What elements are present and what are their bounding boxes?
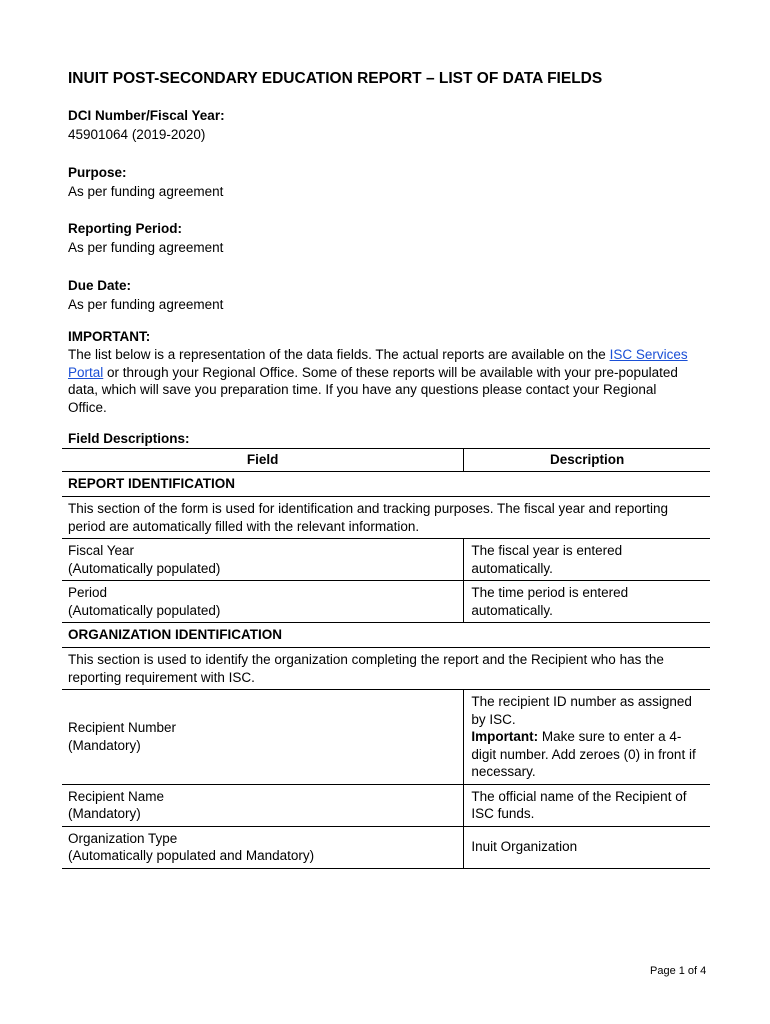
field-cell xyxy=(62,539,464,581)
table-row xyxy=(62,784,710,826)
description-cell: Inuit Organization xyxy=(464,826,710,868)
field-cell xyxy=(62,581,464,623)
important-block xyxy=(68,327,708,416)
section-title-row xyxy=(62,623,710,648)
description-cell: The time period is entered automatically. xyxy=(464,581,710,623)
header-field: Field xyxy=(62,449,464,472)
description-cell: The fiscal year is entered automatically. xyxy=(464,539,710,581)
description-important xyxy=(471,728,704,781)
isc-services-portal-link[interactable]: ISC Services Portal xyxy=(68,347,688,380)
field-name: Organization Type xyxy=(68,830,178,846)
due-date-label: Due Date: xyxy=(68,278,132,293)
due-date-value: As per funding agreement xyxy=(68,297,224,312)
field-cell xyxy=(62,826,464,868)
field-note: (Automatically populated) xyxy=(68,560,221,576)
section-title-row xyxy=(62,472,710,497)
important-bold-label: Important: xyxy=(471,729,539,744)
reporting-period-label: Reporting Period: xyxy=(68,221,182,236)
description-cell: The official name of the Recipient of ISC funds. xyxy=(464,784,710,826)
table-row xyxy=(62,581,710,623)
purpose-block xyxy=(68,163,708,201)
header-description: Description xyxy=(464,449,710,472)
dci-value: 45901064 (2019-2020) xyxy=(68,127,206,142)
description-cell xyxy=(464,690,710,785)
field-note: (Mandatory) xyxy=(68,737,141,753)
dci-block xyxy=(68,106,708,144)
table-row xyxy=(62,539,710,581)
table-header-row xyxy=(62,449,710,472)
table-row xyxy=(62,690,710,785)
field-name: Recipient Number xyxy=(68,720,177,736)
page-title: INUIT POST-SECONDARY EDUCATION REPORT – LIST OF DATA FIELDS xyxy=(68,70,603,87)
field-descriptions-table xyxy=(62,448,710,869)
field-note: (Automatically populated) xyxy=(68,602,221,618)
description-text: The recipient ID number as assigned by ISC. xyxy=(471,694,692,727)
important-text-after: or through your Regional Office. Some of these reports will be available with your pre-populated data, which will save you preparation time. If you have any questions please contact your Regional Office. xyxy=(68,364,678,415)
important-text xyxy=(68,346,696,416)
section-description-row xyxy=(62,497,710,539)
field-note: (Mandatory) xyxy=(68,806,141,821)
purpose-label: Purpose: xyxy=(68,165,127,180)
dci-label: DCI Number/Fiscal Year: xyxy=(68,108,225,123)
section-description: This section of the form is used for identification and tracking purposes. The fiscal year and reporting period are automatically filled with the relevant information. xyxy=(62,497,710,539)
important-label: IMPORTANT: xyxy=(68,329,151,344)
important-text-before: The list below is a representation of the data fields. The actual reports are available on the xyxy=(68,347,610,362)
field-name: Period xyxy=(68,585,108,600)
field-name: Recipient Name xyxy=(68,788,165,804)
section-description: This section is used to identify the organization completing the report and the Recipient who has the reporting requirement with ISC. xyxy=(62,648,710,690)
field-name: Fiscal Year xyxy=(68,543,135,558)
field-cell xyxy=(62,690,464,785)
due-date-block xyxy=(68,276,708,314)
field-descriptions-label: Field Descriptions: xyxy=(68,431,190,446)
reporting-period-value: As per funding agreement xyxy=(68,240,224,255)
important-note: Make sure to enter a 4-digit number. Add zeroes (0) in front if necessary. xyxy=(471,729,696,779)
section-title: REPORT IDENTIFICATION xyxy=(62,472,710,497)
table-row xyxy=(62,826,710,868)
section-description-row xyxy=(62,648,710,690)
section-title: ORGANIZATION IDENTIFICATION xyxy=(62,623,710,648)
reporting-period-block xyxy=(68,219,708,257)
purpose-value: As per funding agreement xyxy=(68,184,224,199)
page-number: Page 1 of 4 xyxy=(650,965,707,977)
field-note: (Automatically populated and Mandatory) xyxy=(68,848,315,863)
field-cell xyxy=(62,784,464,826)
